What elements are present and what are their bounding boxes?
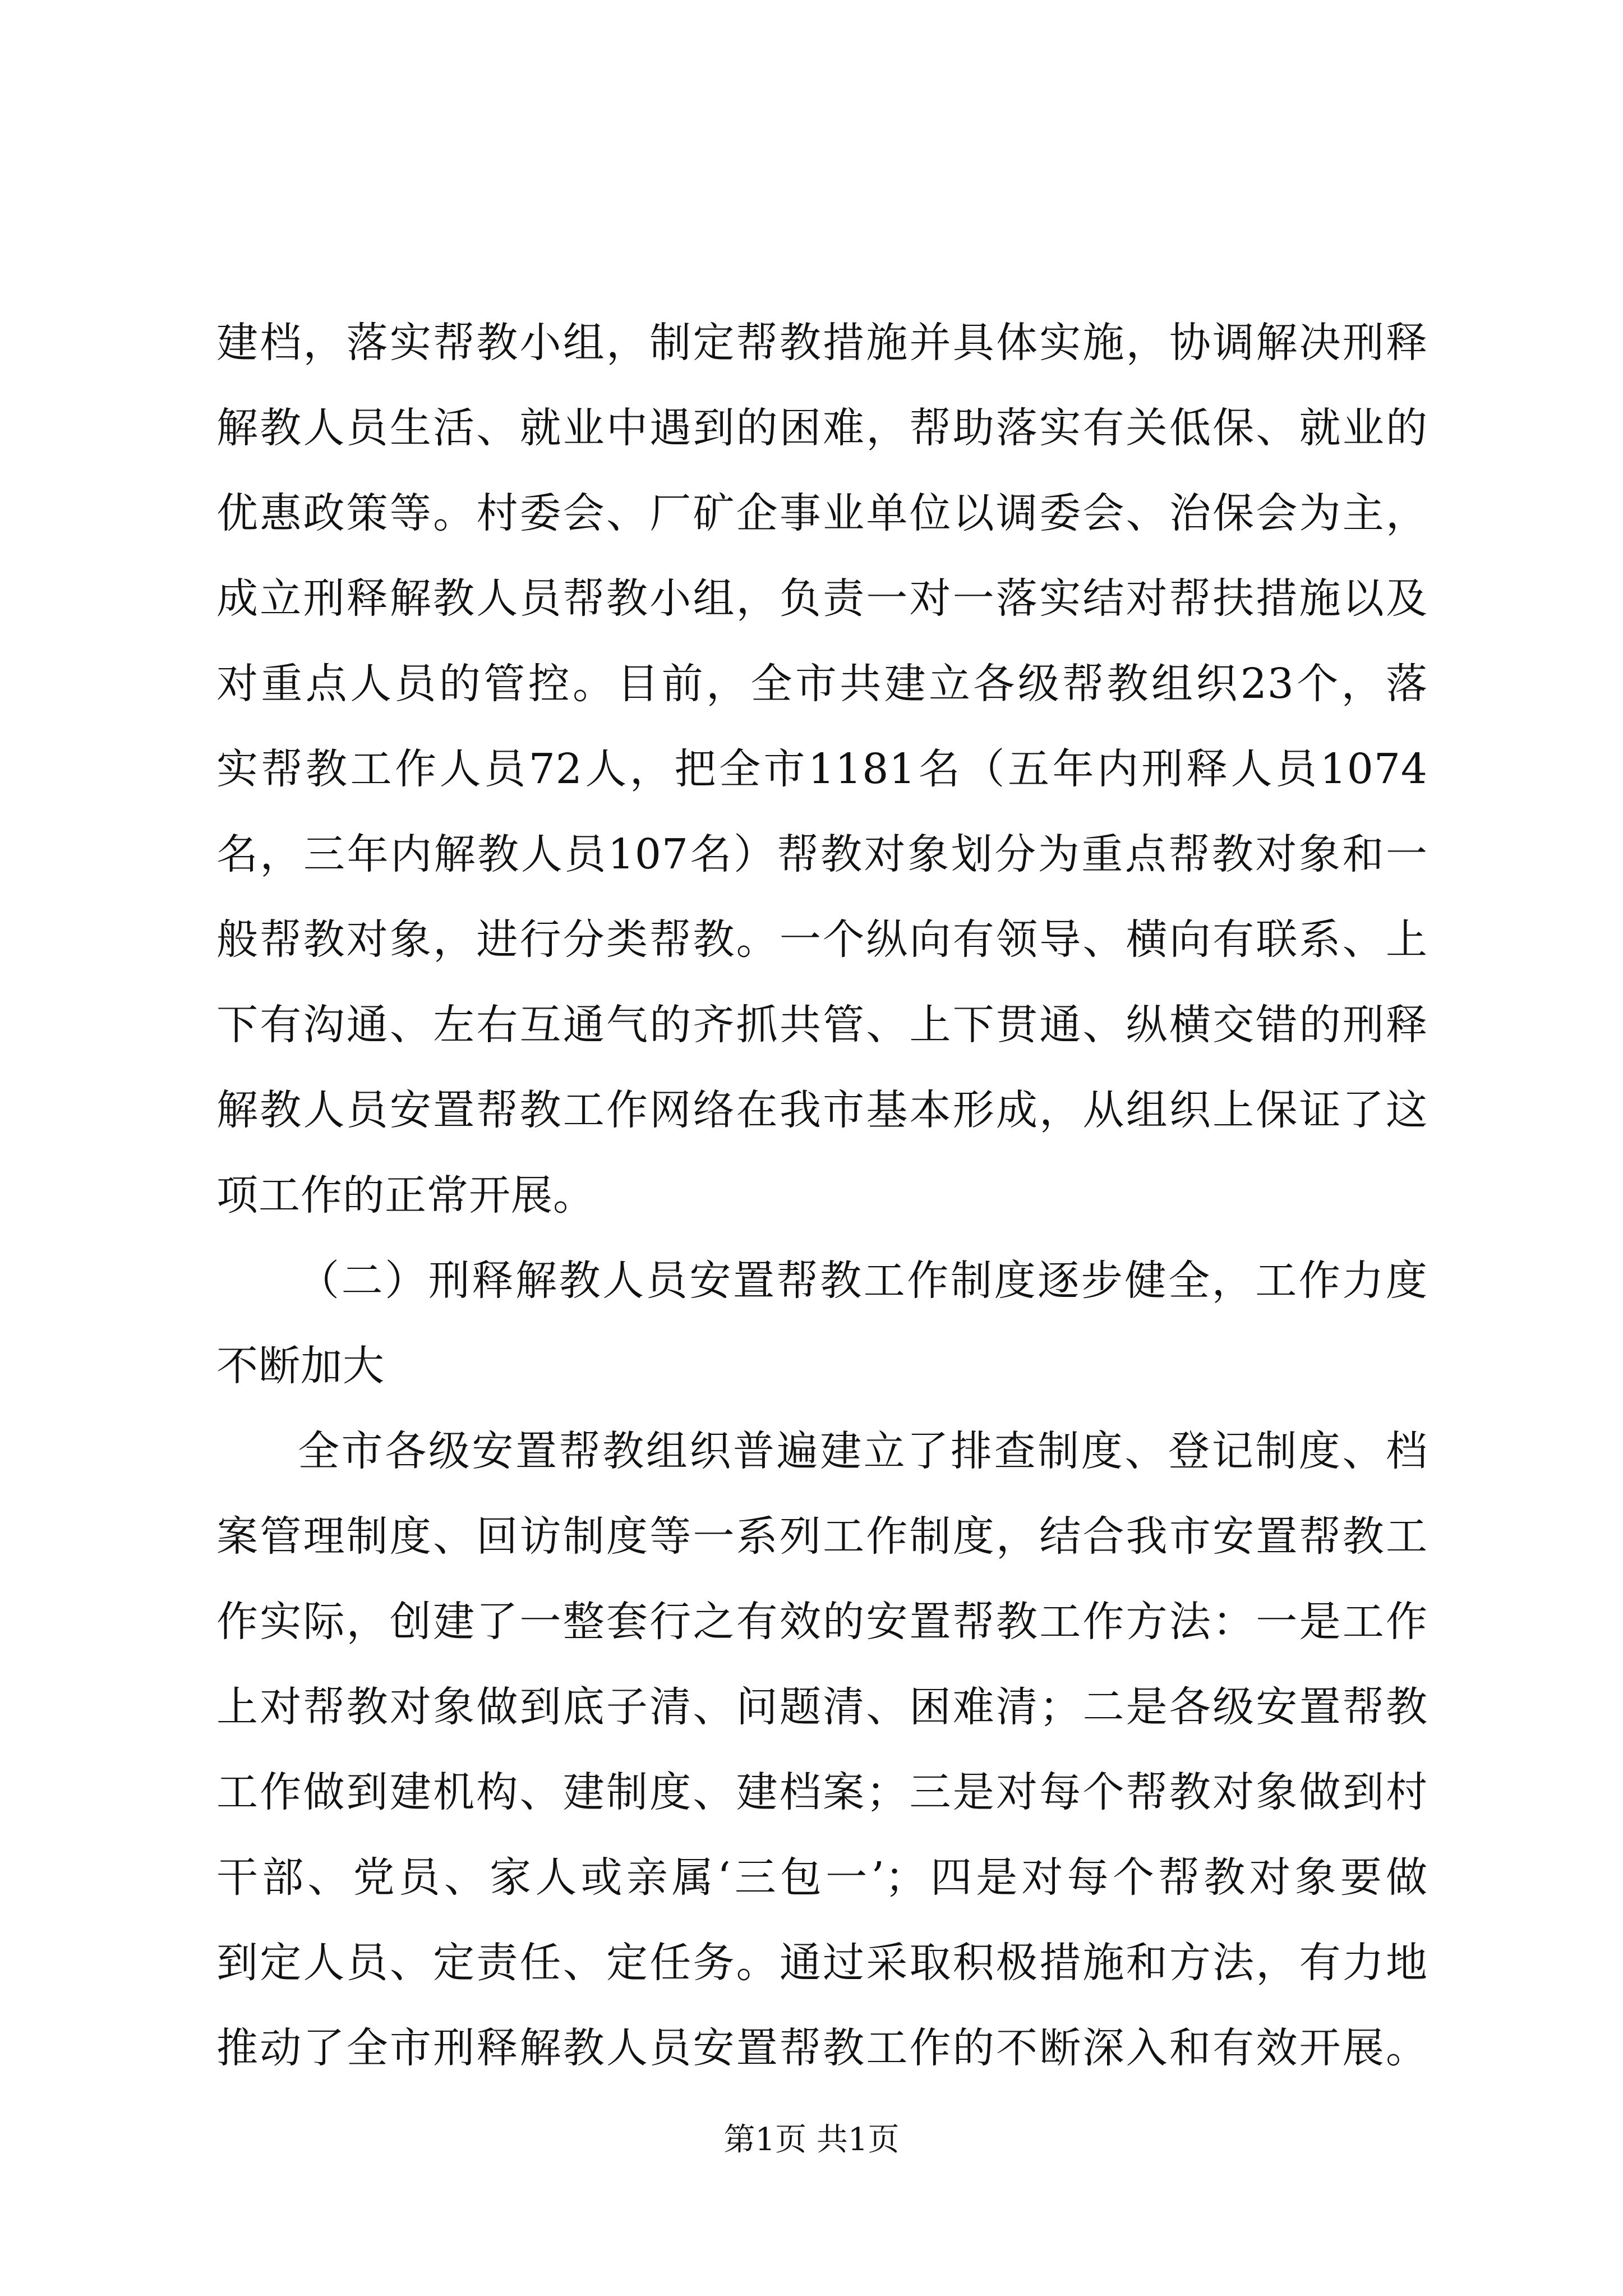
text-line: 解教人员生活、就业中遇到的困难，帮助落实有关低保、就业的 [216,404,1428,452]
text-line: 工作做到建机构、建制度、建档案；三是对每个帮教对象做到村 [216,1768,1428,1816]
text-line: 干部、党员、家人或亲属‘三包一’；四是对每个帮教对象要做 [216,1853,1428,1902]
text-line: 上对帮教对象做到底子清、问题清、困难清；二是各级安置帮教 [216,1683,1428,1731]
section-heading-continuation: 不断加大 [216,1342,385,1390]
text-line: 成立刑释解教人员帮教小组，负责一对一落实结对帮扶措施以及 [216,574,1428,623]
text-line: 对重点人员的管控。目前，全市共建立各级帮教组织23个，落 [216,660,1428,708]
text-line: 案管理制度、回访制度等一系列工作制度，结合我市安置帮教工 [216,1512,1428,1561]
text-line: 作实际，创建了一整套行之有效的安置帮教工作方法：一是工作 [216,1598,1428,1646]
text-line: 建档，落实帮教小组，制定帮教措施并具体实施，协调解决刑释 [216,319,1428,367]
text-line: 名，三年内解教人员107名）帮教对象划分为重点帮教对象和一 [216,830,1428,878]
page-number-footer: 第1页 共1页 [723,2122,900,2158]
text-line: 到定人员、定责任、定任务。通过采取积极措施和方法，有力地 [216,1939,1428,1987]
section-heading: （二）刑释解教人员安置帮教工作制度逐步健全，工作力度 [298,1257,1428,1305]
text-line: 优惠政策等。村委会、厂矿企事业单位以调委会、治保会为主， [216,489,1428,537]
text-line: 全市各级安置帮教组织普遍建立了排查制度、登记制度、档 [298,1427,1428,1475]
text-line: 般帮教对象，进行分类帮教。一个纵向有领导、横向有联系、上 [216,915,1428,964]
document-body [216,300,1428,2091]
text-line: 项工作的正常开展。 [216,1171,595,1220]
text-line: 推动了全市刑释解教人员安置帮教工作的不断深入和有效开展。 [216,2024,1428,2072]
text-line: 解教人员安置帮教工作网络在我市基本形成，从组织上保证了这 [216,1086,1428,1134]
text-line: 实帮教工作人员72人，把全市1181名（五年内刑释人员1074 [216,745,1428,793]
text-line: 下有沟通、左右互通气的齐抓共管、上下贯通、纵横交错的刑释 [216,1001,1428,1049]
